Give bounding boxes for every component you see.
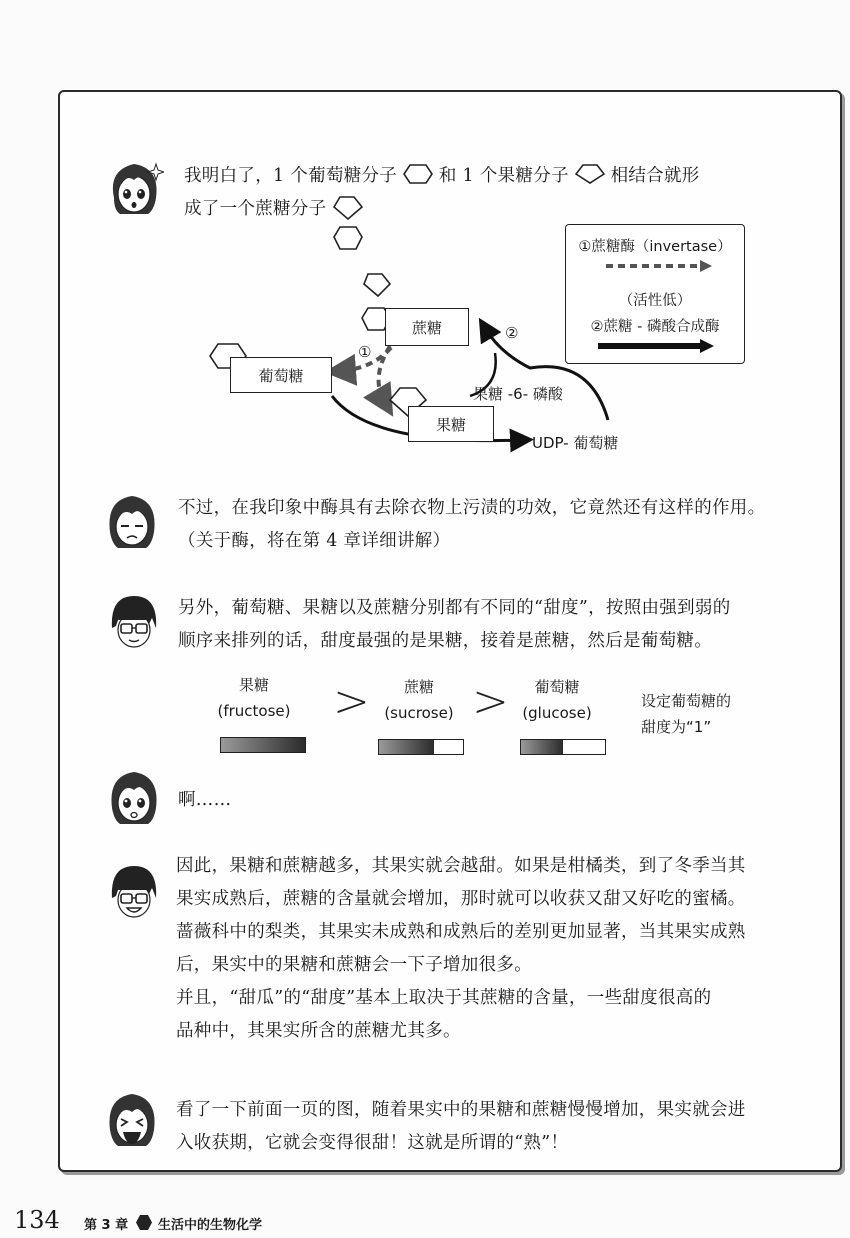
pathway-1-marker: ① [358, 343, 372, 361]
dialogue-1-text-d: 成了一个蔗糖分子 [184, 199, 327, 219]
legend-dashed-arrow-icon [604, 259, 714, 273]
dialogue-5-line-6: 品种中，其果实所含的蔗糖尤其多。 [176, 1021, 461, 1041]
sucrose-label: 蔗糖 [411, 318, 442, 337]
boy-grin-avatar [104, 860, 164, 922]
fructose-label: 果糖 [435, 415, 466, 434]
fructose-bar-fill [221, 738, 305, 752]
glucose-name: 葡萄糖 [534, 678, 580, 696]
dialogue-5-line-5: 并且，“甜瓜”的“甜度”基本上取决于其蔗糖的含量，一些甜度很高的 [176, 988, 712, 1008]
dialogue-4-line-1: 啊…… [178, 790, 232, 810]
sucrose-bar-fill [379, 740, 434, 754]
dialogue-5-line-4: 后，果实中的果糖和蔗糖会一下子增加很多。 [176, 955, 532, 975]
sweet-item-fructose [194, 672, 314, 724]
glucose-sweetness-bar [520, 739, 606, 755]
legend-low-activity: （活性低） [618, 293, 692, 309]
fructose-box [408, 406, 494, 442]
sweetness-note-line-1: 设定葡萄糖的 [641, 692, 732, 710]
dialogue-1-text-a: 我明白了，1 个葡萄糖分子 [184, 166, 398, 186]
legend-solid-arrow-icon [596, 338, 716, 354]
greater-than-1: > [333, 676, 370, 727]
sweet-item-glucose [497, 674, 617, 726]
dialogue-6-line-2: 入收获期，它就会变得很甜！这就是所谓的“熟”！ [176, 1133, 569, 1153]
dialogue-5-line-3: 蔷薇科中的梨类，其果实未成熟和成熟后的差别更加显著，当其果实成熟 [176, 922, 746, 942]
greater-than-2: > [472, 676, 509, 727]
glucose-hexagon-icon [403, 164, 433, 184]
invertase-arrow-to-fructose [379, 346, 390, 403]
sweetness-note-line-2: 甜度为“1” [641, 718, 712, 736]
sucrose-box [385, 308, 469, 346]
dialogue-6-line-1: 看了一下前面一页的图，随着果实中的果糖和蔗糖慢慢增加，果实就会进 [176, 1100, 746, 1120]
udp-glucose-label: UDP- 葡萄糖 [532, 434, 619, 452]
legend-synthase: ②蔗糖 - 磷酸合成酶 [590, 319, 720, 335]
dialogue-5-line-1: 因此，果糖和蔗糖越多，其果实就会越甜。如果是柑橘类，到了冬季当其 [176, 856, 746, 876]
boy-glasses-avatar [104, 590, 164, 652]
dialogue-2-line-1: 不过，在我印象中酶具有去除衣物上污渍的功效，它竟然还有这样的作用。 [178, 498, 766, 518]
dialogue-5 [176, 850, 804, 1048]
chapter-number: 第 3 章 [84, 1218, 129, 1233]
fructose-6-phosphate-label: 果糖 -6- 磷酸 [473, 385, 563, 403]
girl-awe-avatar [104, 766, 164, 828]
sweetness-note [641, 688, 731, 740]
dialogue-3 [178, 592, 798, 658]
sucrose-name: 蔗糖 [403, 678, 434, 696]
chapter-hexagon-icon [136, 1215, 152, 1230]
girl-laughing-avatar [102, 1088, 162, 1150]
dialogue-1-text-c: 相结合就形 [610, 166, 700, 186]
glucose-label: 葡萄糖 [258, 366, 304, 385]
dialogue-3-line-2: 顺序来排列的话，甜度最强的是果糖，接着是蔗糖，然后是葡萄糖。 [178, 631, 712, 651]
girl-worried-avatar [102, 490, 162, 552]
sweet-item-sucrose [359, 674, 479, 726]
fructose-pentagon-icon [575, 164, 605, 184]
sucrose-sweetness-bar [378, 739, 464, 755]
glucose-bar-fill [521, 740, 563, 754]
dialogue-4 [178, 784, 378, 817]
chapter-title: 生活中的生物化学 [158, 1218, 263, 1233]
glucose-box [230, 357, 332, 393]
dialogue-2 [178, 492, 798, 558]
fructose-sweetness-bar [220, 737, 306, 753]
legend-invertase: ①蔗糖酶（invertase） [578, 239, 732, 255]
fructose-en: (fructose) [217, 702, 291, 720]
sucrose-molecule-icon [332, 195, 364, 253]
pathway-legend [565, 224, 745, 364]
page-number: 134 [14, 1206, 60, 1234]
fructose-name: 果糖 [238, 676, 269, 694]
dialogue-2-line-2: （关于酶，将在第 4 章详细讲解） [178, 531, 451, 551]
dialogue-6 [176, 1094, 804, 1160]
pathway-2-marker: ② [505, 324, 519, 342]
dialogue-5-line-2: 果实成熟后，蔗糖的含量就会增加，那时就可以收获又甜又好吃的蜜橘。 [176, 889, 746, 909]
sucrose-en: (sucrose) [384, 704, 454, 722]
girl-surprised-avatar [104, 158, 164, 220]
dialogue-3-line-1: 另外，葡萄糖、果糖以及蔗糖分别都有不同的“甜度”，按照由强到弱的 [178, 598, 731, 618]
dialogue-1-text-b: 和 1 个果糖分子 [438, 166, 569, 186]
glucose-en: (glucose) [522, 704, 592, 722]
